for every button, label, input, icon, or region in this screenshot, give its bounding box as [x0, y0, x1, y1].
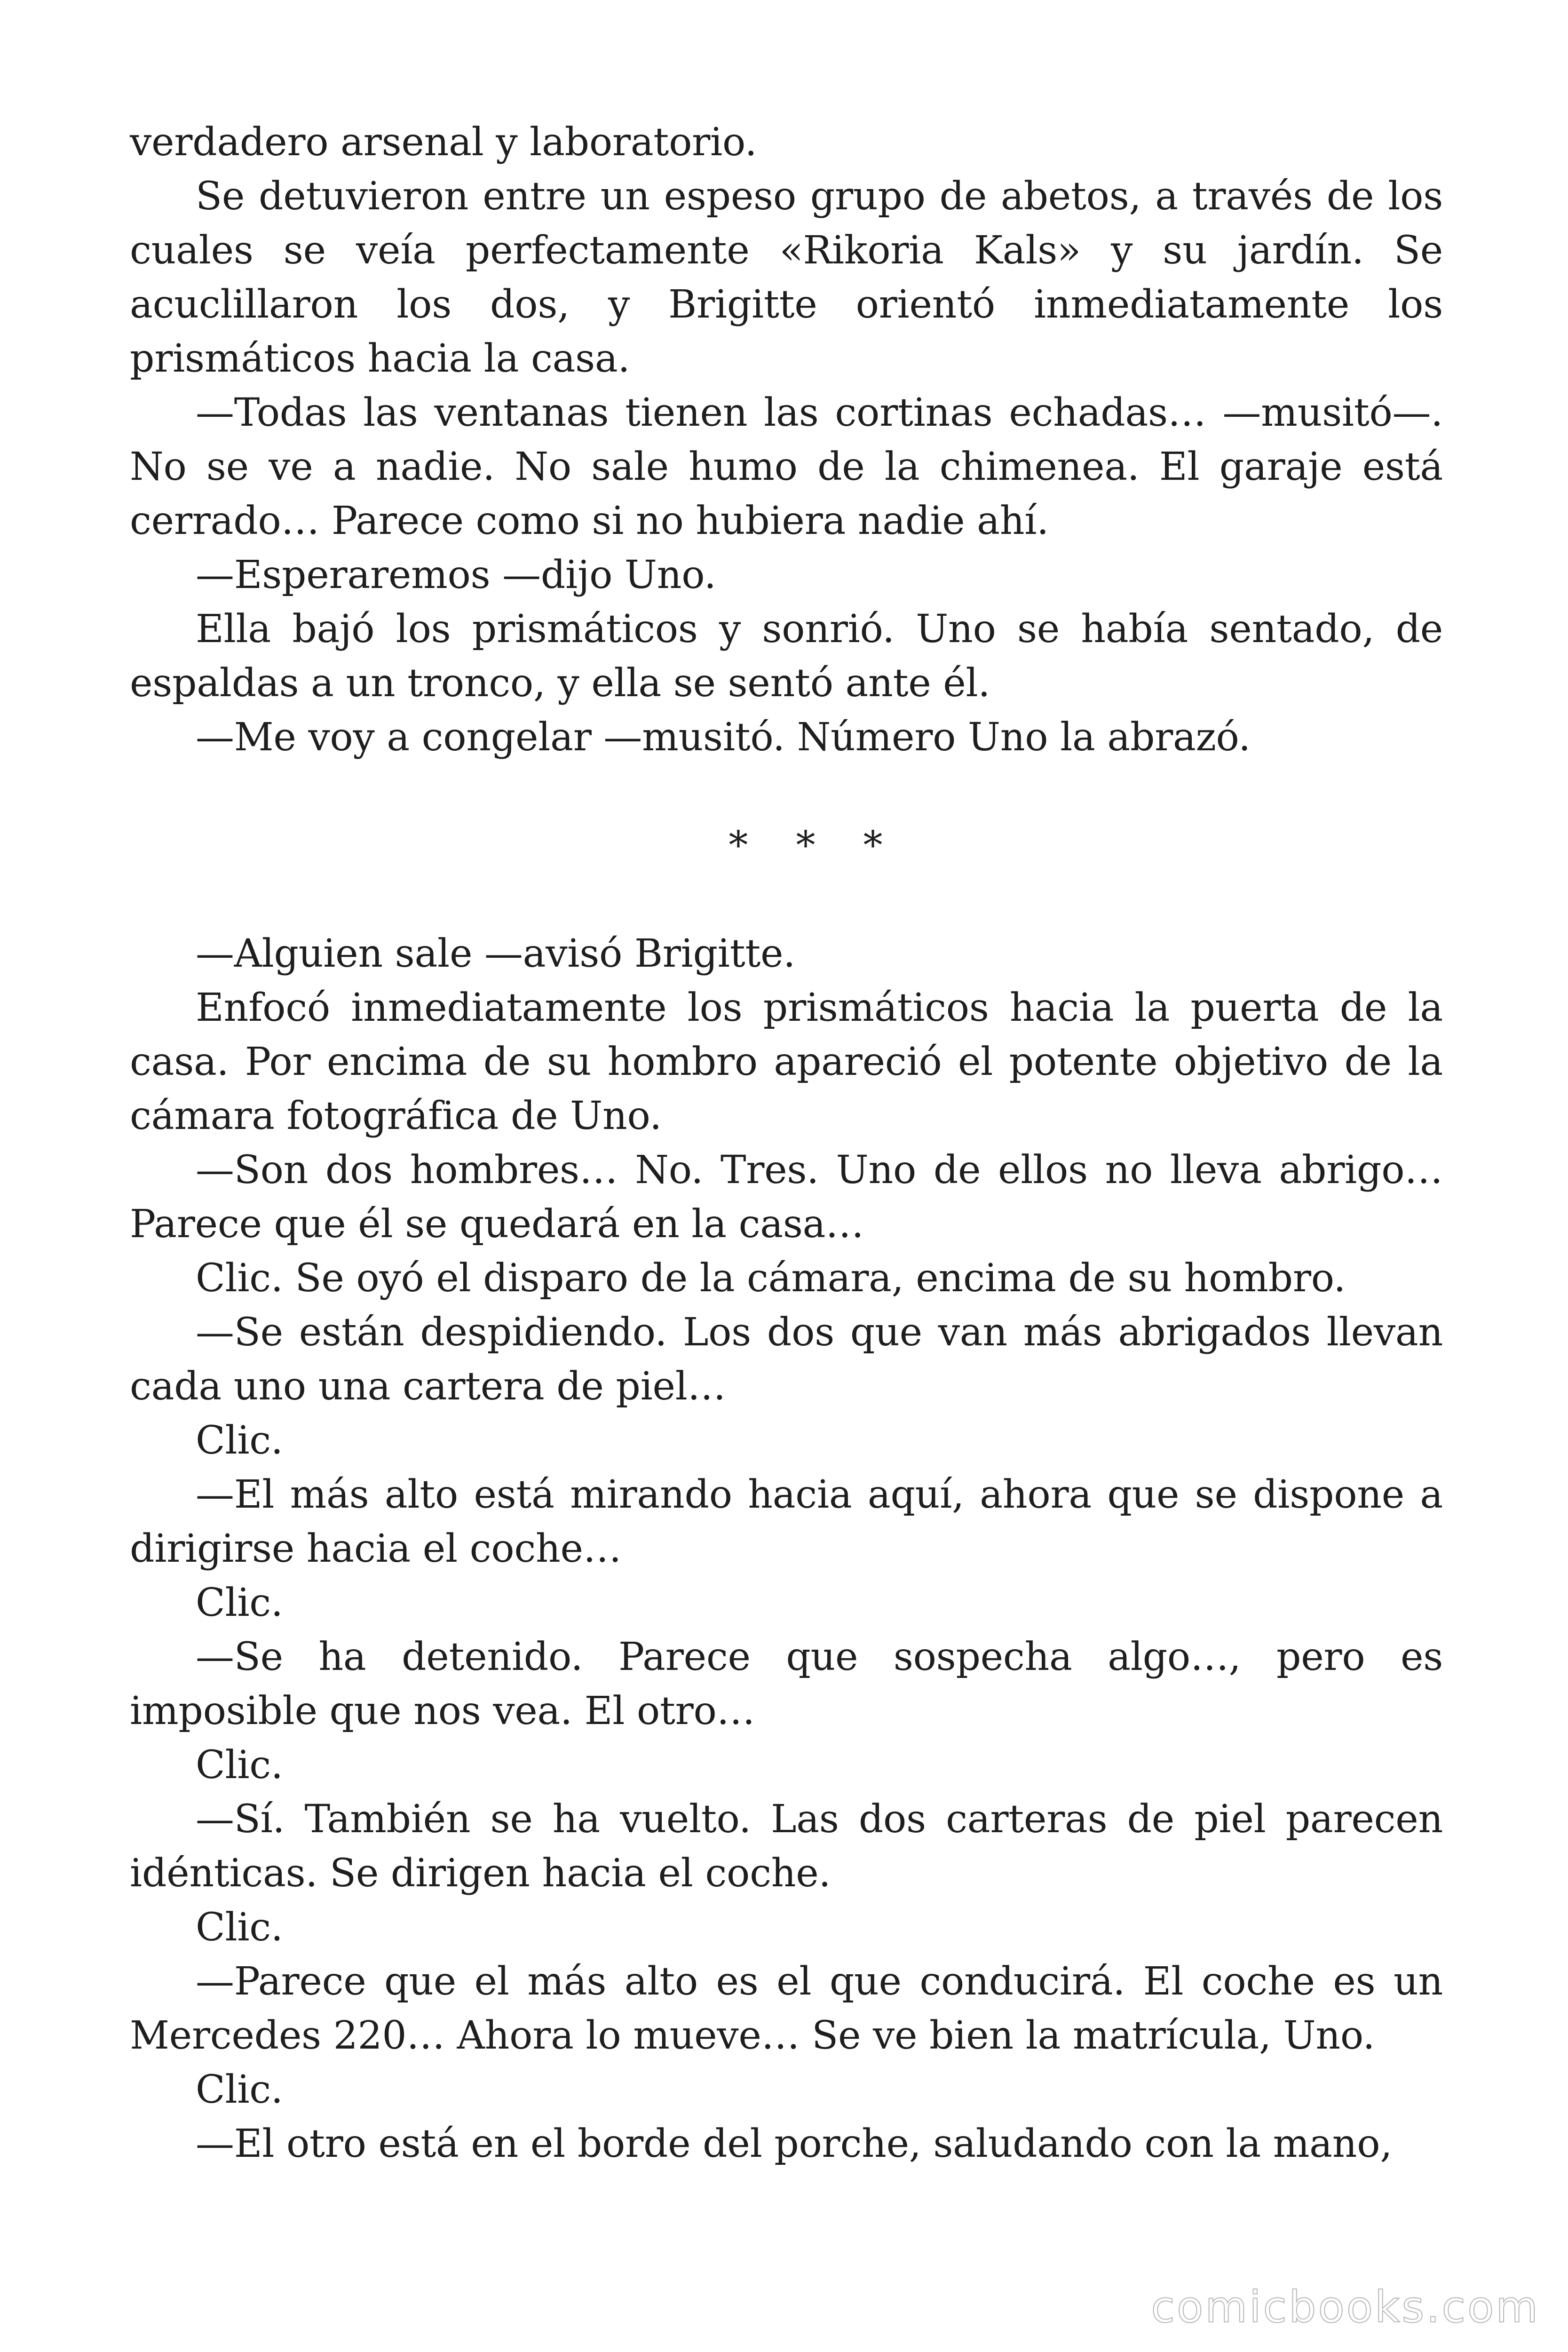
paragraph: —Sí. También se ha vuelto. Las dos carteras de piel parecen idénticas. Se dirigen hacia el coche. — [130, 1797, 1443, 1896]
section-before-break — [130, 115, 1443, 764]
paragraph: verdadero arsenal y laboratorio. — [130, 120, 757, 165]
watermark: comicbooks.com — [1151, 2282, 1540, 2332]
paragraph: —El otro está en el borde del porche, saludando con la mano, — [196, 2122, 1393, 2166]
paragraph: Clic. — [196, 1418, 283, 1463]
paragraph: —Esperaremos —dijo Uno. — [196, 553, 716, 597]
paragraph: —Son dos hombres… No. Tres. Uno de ellos no lleva abrigo… Parece que él se quedará en la casa… — [130, 1148, 1443, 1247]
paragraph: —Parece que el más alto es el que conducirá. El coche es un Mercedes 220… Ahora lo mueve… Se ve bien la matrícula, Uno. — [130, 1959, 1443, 2058]
paragraph: Clic. — [196, 1581, 283, 1625]
paragraph: —Alguien sale —avisó Brigitte. — [196, 931, 796, 976]
scene-break-asterisks: * * * — [729, 823, 901, 868]
paragraph: Clic. Se oyó el disparo de la cámara, encima de su hombro. — [196, 1256, 1346, 1301]
book-page — [130, 115, 1443, 2171]
paragraph: Ella bajó los prismáticos y sonrió. Uno se había sentado, de espaldas a un tronco, y ella se sentó ante él. — [130, 607, 1443, 706]
paragraph: —El más alto está mirando hacia aquí, ahora que se dispone a dirigirse hacia el coche… — [130, 1472, 1443, 1571]
paragraph: —Se están despidiendo. Los dos que van más abrigados llevan cada uno una cartera de piel… — [130, 1310, 1443, 1409]
paragraph: Clic. — [196, 2067, 283, 2112]
paragraph: Clic. — [196, 1905, 283, 1950]
paragraph: —Todas las ventanas tienen las cortinas echadas… —musitó—. No se ve a nadie. No sale humo de la chimenea. El garaje está cerrado… Parece como si no hubiera nadie ahí. — [130, 390, 1443, 543]
paragraph: Se detuvieron entre un espeso grupo de abetos, a través de los cuales se veía perfectamente «Rikoria Kals» y su jardín. Se acuclillaron los dos, y Brigitte orientó inmediatamente los prismáticos hacia la casa. — [130, 174, 1443, 381]
paragraph: —Se ha detenido. Parece que sospecha algo…, pero es imposible que nos vea. El otro… — [130, 1635, 1443, 1733]
section-after-break — [130, 927, 1443, 2171]
paragraph: —Me voy a congelar —musitó. Número Uno la abrazó. — [196, 715, 1251, 760]
paragraph: Enfocó inmediatamente los prismáticos hacia la puerta de la casa. Por encima de su hombro apareció el potente objetivo de la cámara fotográfica de Uno. — [130, 985, 1443, 1138]
paragraph: Clic. — [196, 1743, 283, 1788]
scene-break — [130, 764, 1443, 927]
